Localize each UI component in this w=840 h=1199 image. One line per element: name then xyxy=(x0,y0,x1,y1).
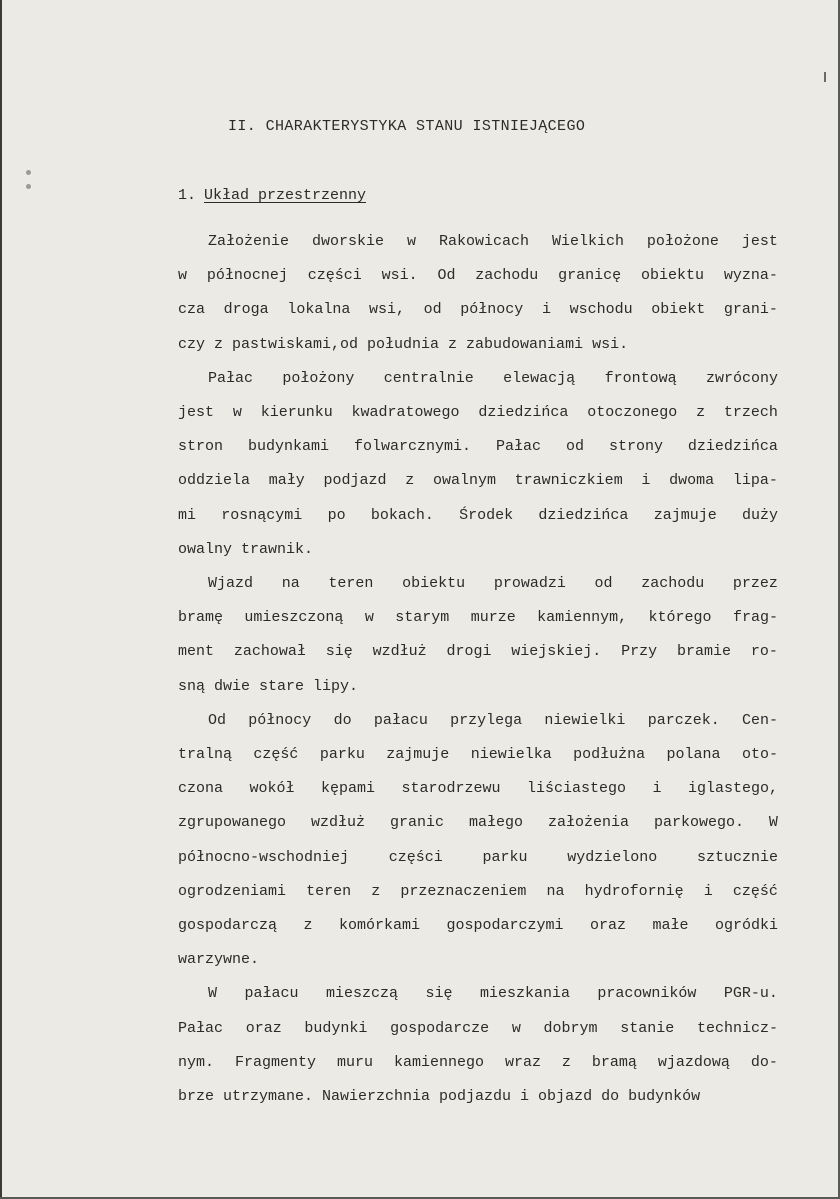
section-heading xyxy=(178,187,366,204)
text-line: ogrodzeniami teren z przeznaczeniem na hydrofornię i część xyxy=(178,882,778,900)
margin-mark xyxy=(824,72,826,82)
document-body xyxy=(178,225,778,1114)
text-line: w północnej części wsi. Od zachodu granicę obiektu wyzna- xyxy=(178,267,778,285)
text-line: bramę umieszczoną w starym murze kamiennym, którego frag- xyxy=(178,609,778,627)
punch-hole-mark xyxy=(26,184,31,189)
paragraph xyxy=(178,977,778,1114)
text-line: mi rosnącymi po bokach. Środek dziedzińca zajmuje duży xyxy=(178,506,778,524)
text-line: warzywne. xyxy=(178,951,260,969)
text-line: ment zachował się wzdłuż drogi wiejskiej. Przy bramie ro- xyxy=(178,643,778,661)
chapter-heading: II. CHARAKTERYSTYKA STANU ISTNIEJĄCEGO xyxy=(228,118,586,135)
text-line: cza droga lokalna wsi, od północy i wschodu obiekt grani- xyxy=(178,301,778,319)
text-line: Od północy do pałacu przylega niewielki parczek. Cen- xyxy=(208,711,778,729)
text-line: oddziela mały podjazd z owalnym trawniczkiem i dwoma lipa- xyxy=(178,472,778,490)
punch-hole-mark xyxy=(26,170,31,175)
text-line: brze utrzymane. Nawierzchnia podjazdu i objazd do budynków xyxy=(178,1088,701,1106)
text-line: W pałacu mieszczą się mieszkania pracowników PGR-u. xyxy=(208,985,778,1003)
text-line: gospodarczą z komórkami gospodarczymi oraz małe ogródki xyxy=(178,917,778,935)
text-line: jest w kierunku kwadratowego dziedzińca otoczonego z trzech xyxy=(178,404,778,422)
section-title: Układ przestrzenny xyxy=(204,187,367,204)
paragraph xyxy=(178,362,778,567)
text-line: północno-wschodniej części parku wydzielono sztucznie xyxy=(178,848,778,866)
text-line: Pałac położony centralnie elewacją frontową zwrócony xyxy=(208,369,778,387)
text-line: Wjazd na teren obiektu prowadzi od zachodu przez xyxy=(208,575,778,593)
text-line: owalny trawnik. xyxy=(178,540,314,558)
paragraph xyxy=(178,225,778,362)
text-line: Założenie dworskie w Rakowicach Wielkich położone jest xyxy=(208,233,778,250)
text-line: sną dwie stare lipy. xyxy=(178,677,359,695)
text-line: nym. Fragmenty muru kamiennego wraz z bramą wjazdową do- xyxy=(178,1053,778,1071)
text-line: czona wokół kępami starodrzewu liściastego i iglastego, xyxy=(178,780,778,798)
text-line: zgrupowanego wzdłuż granic małego założenia parkowego. W xyxy=(178,814,778,832)
paragraph xyxy=(178,567,778,704)
text-line: stron budynkami folwarcznymi. Pałac od strony dziedzińca xyxy=(178,438,778,456)
text-line: tralną część parku zajmuje niewielka podłużna polana oto- xyxy=(178,746,778,764)
paragraph xyxy=(178,704,778,978)
text-line: czy z pastwiskami,od południa z zabudowaniami wsi. xyxy=(178,335,629,353)
text-line: Pałac oraz budynki gospodarcze w dobrym stanie technicz- xyxy=(178,1019,778,1037)
section-number: 1. xyxy=(178,187,197,204)
